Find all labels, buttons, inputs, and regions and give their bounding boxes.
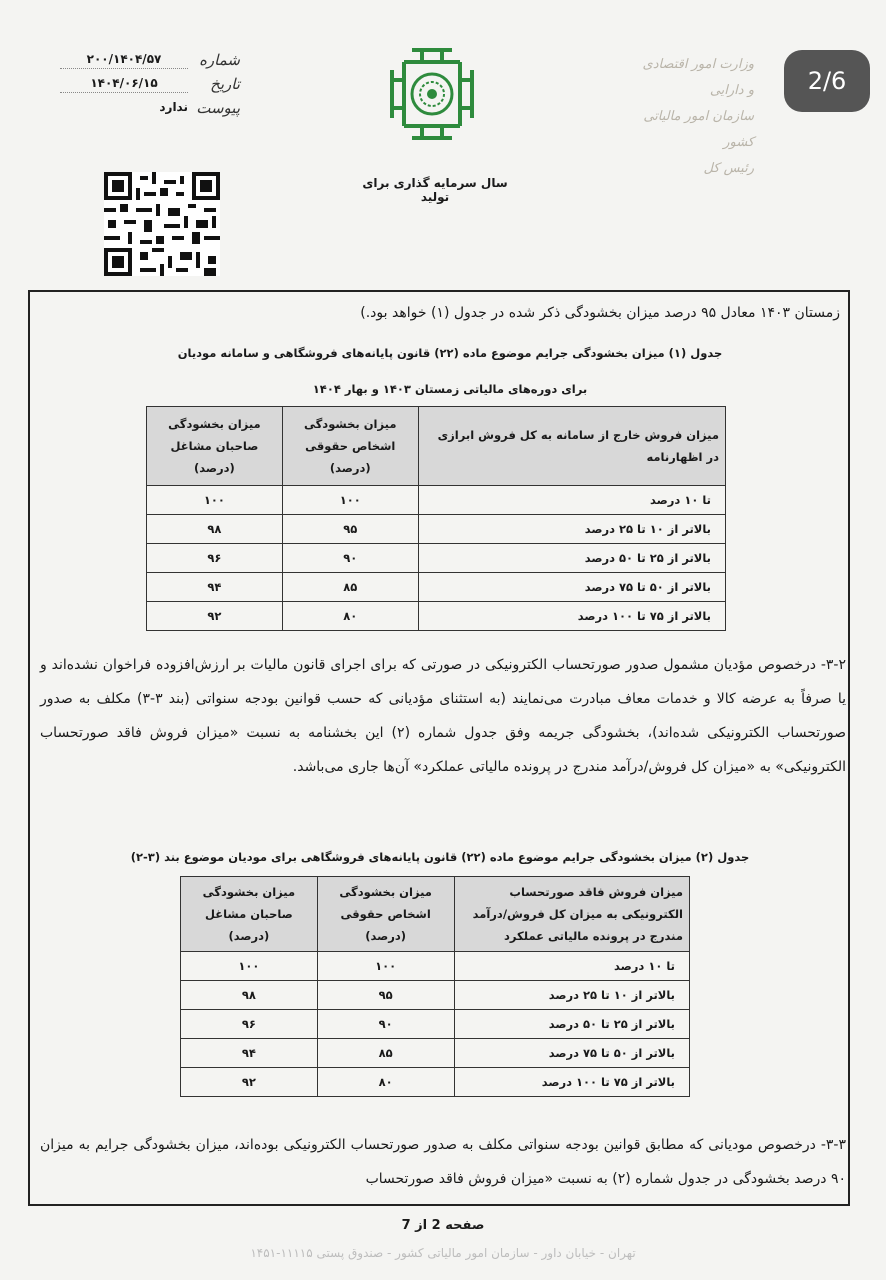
date-label: تاریخ [210,75,240,93]
table2-header: میزان فروش فاقد صورتحساب الکترونیکی به میزان کل فروش/درآمد مندرج در پرونده مالیاتی عملکرد [454,877,689,952]
table-cell: ۸۰ [282,602,418,631]
table2 [180,876,690,1097]
table-cell: ۹۸ [181,981,318,1010]
number-label: شماره [199,51,240,69]
table-cell: ۹۰ [317,1010,454,1039]
table-cell: تا ۱۰ درصد [418,486,725,515]
number-row [60,48,240,72]
table-row [181,1010,690,1039]
table-cell: بالاتر از ۱۰ تا ۲۵ درصد [418,515,725,544]
table-cell: بالاتر از ۲۵ تا ۵۰ درصد [418,544,725,573]
footer-address: تهران - خیابان داور - سازمان امور مالیاتی کشور - صندوق پستی ۱۱۱۱۵-۱۴۵۱ [250,1246,636,1260]
table-cell: ۹۲ [181,1068,318,1097]
faded-org-line: سازمان امور مالیاتی کشور [643,109,754,150]
section-3-3-text: ۳-۳- درخصوص مودیانی که مطابق قوانین بودجه سنواتی مکلف به صدور صورتحساب الکترونیکی بوده‌اند، میزان بخشودگی جرایم به میزان ۹۰ درصد بخشودگی در جدول شماره (۲) به نسبت «میزان فروش فاقد صورتحساب [40,1137,846,1187]
table-cell: ۱۰۰ [317,952,454,981]
table-cell: بالاتر از ۵۰ تا ۷۵ درصد [418,573,725,602]
section-3-2-text: ۳-۲- درخصوص مؤدیان مشمول صدور صورتحساب الکترونیکی در صورتی که برای اجرای قانون مالیات بر ارزش‌افزوده فراخوان نشده‌اند و یا صرفاً به عرضه کالا و خدمات معاف مبادرت می‌نمایند (به استثنای مؤدیانی که حسب قوانین بودجه سنواتی (بند ۳-۳) مکلف به صدور صورتحساب الکترونیکی شده‌اند)، بخشودگی جریمه وفق جدول شماره (۲) این بخشنامه به نسبت «میزان فروش فاقد صورتحساب الکترونیکی» به «میزان کل فروش/درآمد مندرج در پرونده مالیاتی عملکرد» آن‌ها جاری می‌باشد. [40,657,847,775]
table-row [147,515,726,544]
table1-header: میزان بخشودگی صاحبان مشاغل (درصد) [147,407,283,486]
table2-header: میزان بخشودگی صاحبان مشاغل (درصد) [181,877,318,952]
table-row [181,981,690,1010]
table1-caption: جدول (۱) میزان بخشودگی جرایم موضوع ماده (۲۲) قانون پایانه‌های فروشگاهی و سامانه مودیان [177,346,723,360]
date-row [60,72,240,96]
table-cell: ۹۶ [147,544,283,573]
number-value: ۲۰۰/۱۴۰۴/۵۷ [60,52,188,69]
attachment-label: پیوست [196,99,240,117]
attachment-value: ندارد [159,100,188,114]
date-value: ۱۴۰۴/۰۶/۱۵ [60,76,188,93]
table-cell: ۱۰۰ [181,952,318,981]
table-cell: ۹۵ [317,981,454,1010]
table-cell: ۹۵ [282,515,418,544]
table1 [146,406,726,631]
table-row [147,573,726,602]
table-cell: ۹۲ [147,602,283,631]
intro-text: زمستان ۱۴۰۳ معادل ۹۵ درصد میزان بخشودگی ذکر شده در جدول (۱) خواهد بود.) [360,305,840,321]
faded-org-line: رئیس کل [703,161,754,176]
table-cell: بالاتر از ۲۵ تا ۵۰ درصد [454,1010,689,1039]
table-cell: ۹۴ [147,573,283,602]
table-cell: ۱۰۰ [147,486,283,515]
table1-caption-period: برای دوره‌های مالیاتی زمستان ۱۴۰۳ و بهار ۱۴۰۴ [312,382,588,396]
table-cell: ۸۰ [317,1068,454,1097]
table-cell: ۱۰۰ [282,486,418,515]
table-row [181,952,690,981]
qr-code-icon [104,172,220,276]
table-cell: ۹۸ [147,515,283,544]
table-cell: ۹۰ [282,544,418,573]
table-cell: ۸۵ [317,1039,454,1068]
organization-emblem-icon [382,40,482,148]
table-row [147,486,726,515]
table-cell: بالاتر از ۷۵ تا ۱۰۰ درصد [418,602,725,631]
table-cell: تا ۱۰ درصد [454,952,689,981]
table-row [147,602,726,631]
table2-caption: جدول (۲) میزان بخشودگی جرایم موضوع ماده (۲۲) قانون پایانه‌های فروشگاهی برای مودیان موضوع بند (۳-۲) [130,850,750,864]
table-cell: ۸۵ [282,573,418,602]
attachment-row [60,96,240,120]
page-number: صفحه 2 از 7 [401,1218,485,1233]
table-row [181,1039,690,1068]
page-counter-badge: 2/6 [784,50,870,112]
table-cell: بالاتر از ۷۵ تا ۱۰۰ درصد [454,1068,689,1097]
table-cell: بالاتر از ۵۰ تا ۷۵ درصد [454,1039,689,1068]
table1-header: میزان فروش خارج از سامانه به کل فروش ابرازی در اظهارنامه [418,407,725,486]
table-cell: ۹۶ [181,1010,318,1039]
table-row [147,544,726,573]
table-cell: ۹۴ [181,1039,318,1068]
faded-org-title [634,52,754,182]
table-row [181,1068,690,1097]
faded-org-line: وزارت امور اقتصادی و دارایی [642,57,754,98]
table2-header: میزان بخشودگی اشخاص حقوقی (درصد) [317,877,454,952]
letter-meta [60,48,240,120]
slogan: سال سرمایه گذاری برای تولید [362,176,508,204]
table1-header: میزان بخشودگی اشخاص حقوقی (درصد) [282,407,418,486]
table-cell: بالاتر از ۱۰ تا ۲۵ درصد [454,981,689,1010]
